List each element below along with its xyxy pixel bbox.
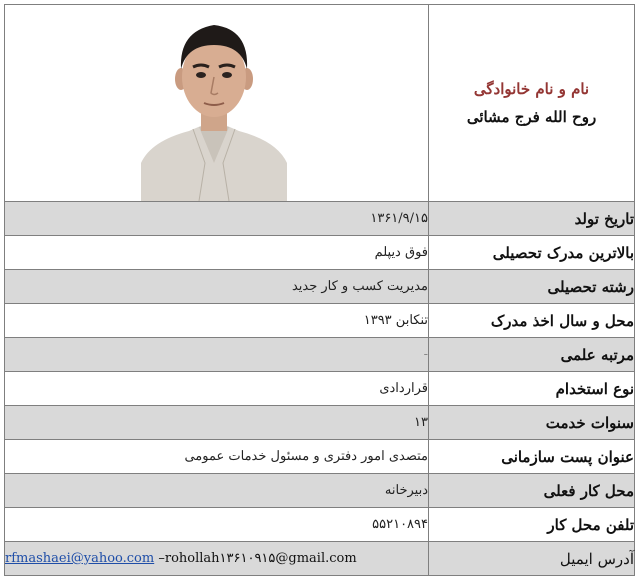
value-field-of-study: مدیریت کسب و کار جدید [5, 270, 429, 304]
label-email: آدرس ایمیل [429, 542, 635, 576]
label-field-of-study: رشته تحصیلی [429, 270, 635, 304]
row-degree-place-year [5, 304, 635, 338]
name-cell [429, 5, 635, 202]
label-highest-degree: بالاترین مدرک تحصیلی [429, 236, 635, 270]
name-title: نام و نام خانوادگی [473, 80, 590, 98]
value-job-title: متصدی امور دفتری و مسئول خدمات عمومی [5, 440, 429, 474]
value-employment-type: قراردادی [5, 372, 429, 406]
label-employment-type: نوع استخدام [429, 372, 635, 406]
label-degree-place-year: محل و سال اخذ مدرک [429, 304, 635, 338]
header-row [5, 5, 635, 202]
email-secondary: rohollah۱۳۶۱۰۹۱۵@gmail.com [164, 551, 357, 566]
personal-info-table [4, 4, 635, 576]
row-work-phone [5, 508, 635, 542]
email-separator: – [154, 551, 165, 566]
row-field-of-study [5, 270, 635, 304]
value-birth-date: ۱۳۶۱/۹/۱۵ [5, 202, 429, 236]
value-work-phone: ۵۵۲۱۰۸۹۴ [5, 508, 429, 542]
row-academic-rank [5, 338, 635, 372]
value-academic-rank: - [5, 338, 429, 372]
row-years-of-service [5, 406, 635, 440]
cv-sheet [4, 4, 634, 581]
row-email [5, 542, 635, 576]
value-degree-place-year: تنکابن ۱۳۹۳ [5, 304, 429, 338]
row-job-title [5, 440, 635, 474]
profile-photo [141, 13, 287, 201]
label-academic-rank: مرتبه علمی [429, 338, 635, 372]
email-link-primary[interactable]: rfmashaei@yahoo.com [5, 551, 155, 566]
name-value: روح الله فرج مشائی [466, 108, 597, 126]
value-highest-degree: فوق دیپلم [5, 236, 429, 270]
label-work-phone: تلفن محل کار [429, 508, 635, 542]
row-birth-date [5, 202, 635, 236]
label-current-workplace: محل کار فعلی [429, 474, 635, 508]
value-years-of-service: ۱۳ [5, 406, 429, 440]
row-current-workplace [5, 474, 635, 508]
row-employment-type [5, 372, 635, 406]
value-current-workplace: دبیرخانه [5, 474, 429, 508]
label-job-title: عنوان پست سازمانی [429, 440, 635, 474]
label-birth-date: تاریخ تولد [429, 202, 635, 236]
profile-photo-illustration [141, 13, 287, 201]
photo-cell [5, 5, 429, 202]
value-email [5, 542, 429, 576]
label-years-of-service: سنوات خدمت [429, 406, 635, 440]
row-highest-degree [5, 236, 635, 270]
